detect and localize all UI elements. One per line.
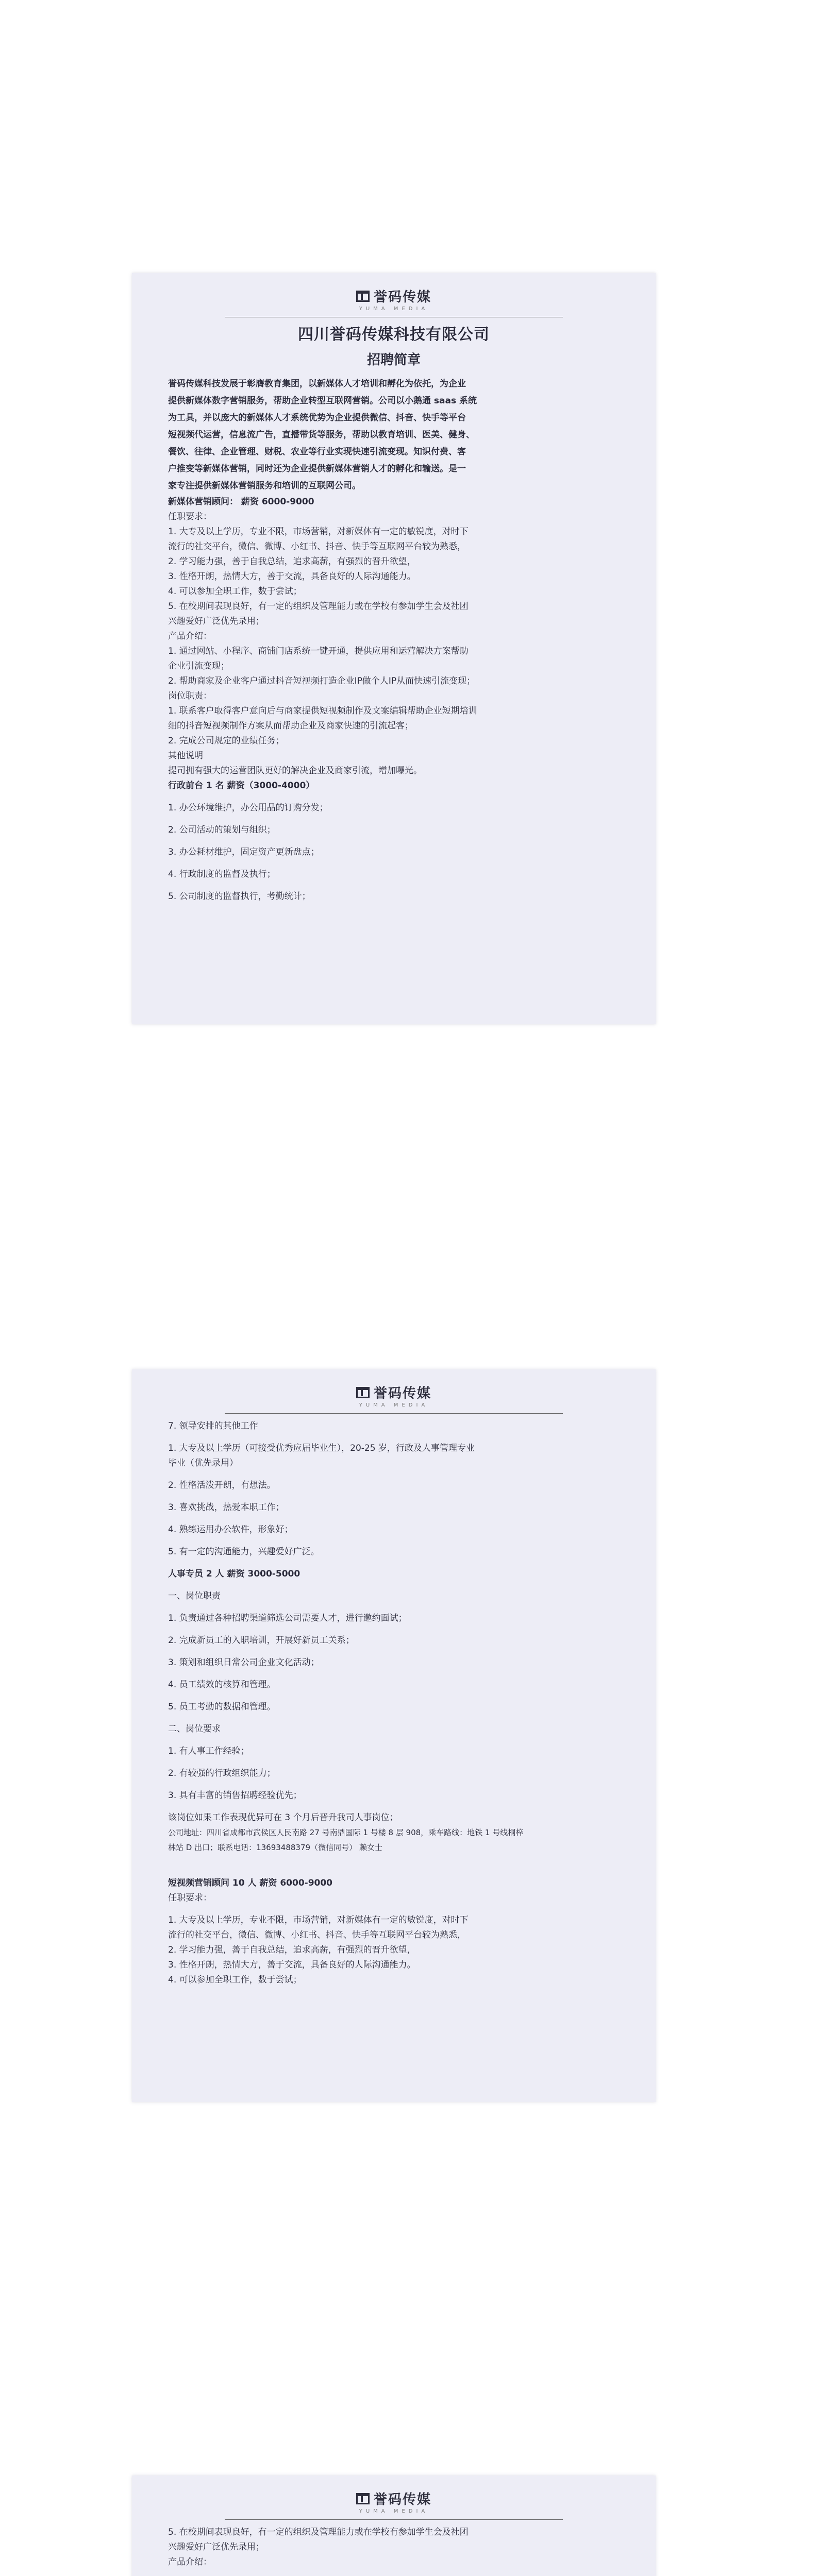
body-line: 一、岗位职责 xyxy=(168,1591,221,1601)
job-heading: 人事专员 2 人 薪资 3000-5000 xyxy=(168,1569,301,1579)
body-line: 该岗位如果工作表现优异可在 3 个月后晋升我司人事岗位； xyxy=(168,1812,398,1823)
body-line: 7. 领导安排的其他工作 xyxy=(168,1421,258,1431)
body-line: 5. 在校期间表现良好，有一定的组织及管理能力或在学校有参加学生会及社团 xyxy=(168,601,469,612)
body-line: 企业引流变现； xyxy=(168,661,229,671)
job-sections xyxy=(168,1419,620,1988)
company-name: 四川誉码传媒科技有限公司 xyxy=(298,326,490,344)
body-line: 5. 员工考勤的数据和管理。 xyxy=(168,1702,276,1712)
intro-line: 餐饮、往律、企业管理、财税、农业等行业实现快速引流变现。知识付费、客 xyxy=(168,447,466,457)
brand-logo xyxy=(168,1383,620,1402)
job-sections xyxy=(168,2525,620,2576)
body-line: 4. 可以参加全职工作，数于尝试； xyxy=(168,586,302,597)
body-line: 2. 完成公司规定的业绩任务； xyxy=(168,736,285,746)
body-line: 3. 具有丰富的销售招聘经验优先； xyxy=(168,1790,302,1801)
body-line: 3. 办公耗材维护，固定资产更新盘点； xyxy=(168,847,320,857)
brand-name: 誉码传媒 xyxy=(373,1386,431,1401)
body-line: 1. 大专及以上学历，专业不限，市场营销，对新媒体有一定的敏锐度，对时下 xyxy=(168,527,469,537)
brand-mark-icon xyxy=(356,1387,370,1398)
brand-logo xyxy=(168,286,620,306)
body-line: 2. 帮助商家及企业客户通过抖音短视频打造企业IP做个人IP从而快速引流变现； xyxy=(168,676,476,686)
body-line: 产品介绍： xyxy=(168,2557,212,2567)
body-line: 2. 有较强的行政组织能力； xyxy=(168,1768,276,1778)
body-line: 1. 联系客户取得客户意向后与商家提供短视频制作及文案编辑帮助企业短期培训 xyxy=(168,706,477,716)
brand-mark-icon xyxy=(356,291,370,302)
header-divider xyxy=(225,2519,563,2520)
body-line: 2. 完成新员工的入职培训，开展好新员工关系； xyxy=(168,1635,355,1646)
body-line: 流行的社交平台，微信、微博、小红书、抖音、快手等互联网平台较为熟悉， xyxy=(168,541,466,552)
intro-line: 短视频代运营，信息流广告，直播带货等服务，帮助以教育培训、医美、健身、 xyxy=(168,430,475,440)
body-line: 4. 行政制度的监督及执行； xyxy=(168,869,276,879)
body-line: 3. 策划和组织日常公司企业文化活动； xyxy=(168,1657,320,1668)
body-line: 提司拥有强大的运营团队更好的解决企业及商家引流，增加曝光。 xyxy=(168,766,422,776)
intro-line: 家专注提供新媒体营销服务和培训的互联网公司。 xyxy=(168,481,361,491)
body-line: 细的抖音短视频制作方案从而帮助企业及商家快速的引流起客； xyxy=(168,721,413,731)
body-line: 1. 有人事工作经验； xyxy=(168,1746,249,1756)
intro-line: 提供新媒体数字营销服务，帮助企业转型互联网营销。公司以小鹅通 saas 系统 xyxy=(168,396,477,406)
brand-subtitle: YUMA MEDIA xyxy=(359,1402,429,1408)
intro-line: 为工具，并以庞大的新媒体人才系统优势为企业提供微信、抖音、快手等平台 xyxy=(168,413,466,423)
body-line: 流行的社交平台，微信、微博、小红书、抖音、快手等互联网平台较为熟悉， xyxy=(168,1930,466,1940)
address-line: 公司地址：四川省成都市武侯区人民南路 27 号南鼎国际 1 号楼 8 层 908，乘车路线：地铁 1 号线桐梓 xyxy=(168,1828,524,1837)
brand-mark-icon xyxy=(356,2493,370,2504)
job-heading: 短视频营销顾问 10 人 薪资 6000-9000 xyxy=(168,1878,333,1888)
body-line: 产品介绍： xyxy=(168,631,212,641)
body-line: 其他说明 xyxy=(168,751,203,761)
body-line: 任职要求： xyxy=(168,512,212,522)
document-page-2 xyxy=(132,1369,656,2102)
job-sections xyxy=(168,495,620,904)
job-heading: 行政前台 1 名 薪资（3000-4000） xyxy=(168,781,315,791)
body-line: 任职要求： xyxy=(168,1893,212,1903)
body-line: 4. 可以参加全职工作，数于尝试； xyxy=(168,1975,302,1985)
body-line: 4. 熟练运用办公软件，形象好； xyxy=(168,1524,293,1535)
body-line: 二、岗位要求 xyxy=(168,1724,221,1734)
document-title: 招聘简章 xyxy=(366,352,421,368)
body-line: 2. 公司活动的策划与组织； xyxy=(168,825,276,835)
brand-subtitle: YUMA MEDIA xyxy=(359,306,429,312)
body-line: 5. 在校期间表现良好，有一定的组织及管理能力或在学校有参加学生会及社团 xyxy=(168,2527,469,2537)
intro-line: 户推变等新媒体营销，同时还为企业提供新媒体营销人才的孵化和输送。是一 xyxy=(168,464,466,474)
contact-line: 林站 D 出口；联系电话：13693488379（微信同号） 赖女士 xyxy=(168,1843,382,1852)
body-line: 1. 负责通过各种招聘渠道筛选公司需要人才，进行邀约面试； xyxy=(168,1613,407,1623)
body-line: 3. 性格开朗，热情大方，善于交流，具备良好的人际沟通能力。 xyxy=(168,571,416,582)
body-line: 1. 通过网站、小程序、商铺门店系统一键开通，提供应用和运营解决方案帮助 xyxy=(168,646,469,656)
body-line: 兴趣爱好广泛优先录用； xyxy=(168,616,264,626)
body-line: 1. 大专及以上学历，专业不限，市场营销，对新媒体有一定的敏锐度，对时下 xyxy=(168,1915,469,1925)
body-line: 5. 公司制度的监督执行，考勤统计； xyxy=(168,891,311,902)
body-line: 1. 办公环境维护，办公用品的订购分发； xyxy=(168,803,328,813)
body-line: 岗位职责： xyxy=(168,691,212,701)
job-heading: 新媒体营销顾问： 薪资 6000-9000 xyxy=(168,497,314,507)
brand-subtitle: YUMA MEDIA xyxy=(359,2509,429,2514)
brand-logo xyxy=(168,2489,620,2508)
body-line: 3. 喜欢挑战，热爱本职工作； xyxy=(168,1502,285,1513)
body-line: 2. 性格活泼开朗，有想法。 xyxy=(168,1480,276,1490)
brand-name: 誉码传媒 xyxy=(373,2492,431,2507)
intro-line: 誉码传媒科技发展于彰膺教育集团，以新媒体人才培训和孵化为依托，为企业 xyxy=(168,379,466,389)
body-line: 毕业（优先录用） xyxy=(168,1458,238,1468)
body-line: 2. 学习能力强，善于自我总结，追求高薪，有强烈的晋升欲望， xyxy=(168,556,416,567)
header-divider xyxy=(225,1413,563,1414)
brand-name: 誉码传媒 xyxy=(373,290,431,305)
body-line: 4. 员工绩效的核算和管理。 xyxy=(168,1680,276,1690)
document-page-3 xyxy=(132,2476,656,2576)
document-page-1 xyxy=(132,273,656,1024)
body-line: 兴趣爱好广泛优先录用； xyxy=(168,2542,264,2552)
body-line: 2. 学习能力强，善于自我总结，追求高薪，有强烈的晋升欲望， xyxy=(168,1945,416,1955)
company-intro xyxy=(168,376,620,495)
body-line: 1. 大专及以上学历（可接受优秀应届毕业生），20-25 岁，行政及人事管理专业 xyxy=(168,1443,475,1453)
body-line: 3. 性格开朗，热情大方，善于交流，具备良好的人际沟通能力。 xyxy=(168,1960,416,1970)
body-line: 5. 有一定的沟通能力，兴趣爱好广泛。 xyxy=(168,1547,320,1557)
